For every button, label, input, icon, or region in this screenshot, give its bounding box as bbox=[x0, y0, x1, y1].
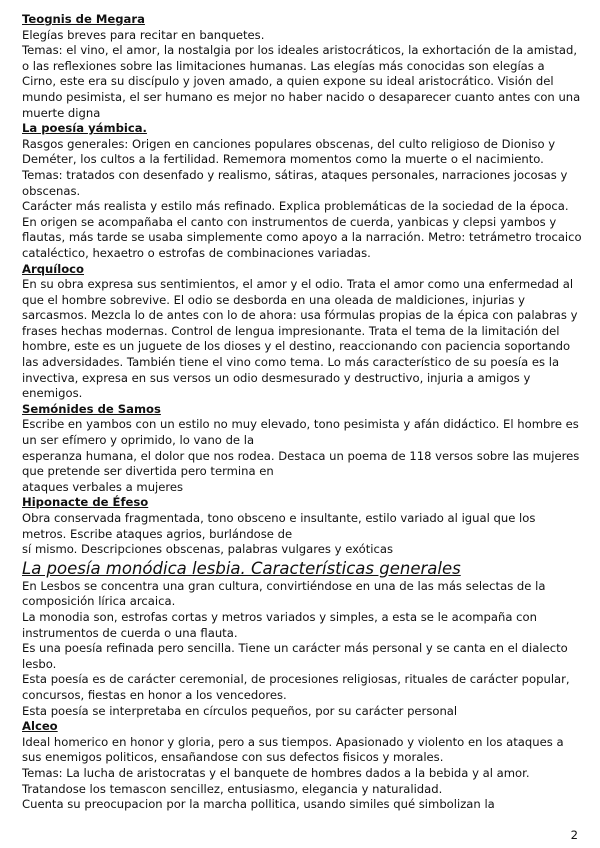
paragraph: Elegías breves para recitar en banquetes. bbox=[22, 27, 265, 42]
paragraph: En su obra expresa sus sentimientos, el amor y el odio. Trata el amor como una enfermedad al que el hombre sobrevive. El odio se desborda en una oleada de maldiciones, injurias y sarcasmos. Mezcla lo de antes con lo de ahora: usa fórmulas propias de la épica con palabras y frases hechas modernas. Control de lengua impresionante. Trata el tema de la limitación del hombre, este es un juguete de los dioses y el destino, reaccionando con paciencia soportando las adversidades. También tiene el vino como tema. Lo más característico de su poesía es la invectiva, expresa en sus versos un odio desmesurado y destructivo, injuria a amigos y enemigos. bbox=[22, 277, 578, 401]
heading-poesia-yambica: La poesía yámbica. bbox=[22, 121, 147, 136]
paragraph: En Lesbos se concentra una gran cultura, convirtiéndose en una de las más selectas de la composición lírica arcaica. bbox=[22, 578, 546, 609]
paragraph: Obra conservada fragmentada, tono obsceno e insultante, estilo variado al igual que los metros. Escribe ataques agrios, burlándose de bbox=[22, 511, 536, 541]
paragraph: Temas: el vino, el amor, la nostalgia por los ideales aristocráticos, la exhortación de la amistad, o las reflexiones sobre las limitaciones humanas. Las elegías más conocidas son elegías a Cirno, este era su discípulo y joven amado, a quien expone su ideal aristocrático. Visión del mundo pesimista, el ser humano es mejor no haber nacido o desaparecer cuanto antes con una muerte digna bbox=[22, 43, 581, 120]
paragraph: Temas: La lucha de aristocratas y el banquete de hombres dados a la bebida y al amor. Tratandose los temascon sencillez, entusiasmo, elegancia y naturalidad. bbox=[22, 765, 530, 796]
paragraph: Carácter más realista y estilo más refinado. Explica problemáticas de la sociedad de la época. En origen se acompañaba el canto con instrumentos de cuerda, yanbicas y clepsi yambos y flautas, más tarde se usaba simplemente como apoyo a la narración. Metro: tetrámetro trocaico cataléctico, hexaetro o estrofas de combinaciones variadas. bbox=[22, 199, 582, 260]
paragraph: Escribe en yambos con un estilo no muy elevado, tono pesimista y afán didáctico. El hombre es un ser efímero y oprimido, lo vano de la bbox=[22, 417, 579, 448]
paragraph: Cuenta su preocupacion por la marcha pollitica, usando similes qué simbolizan la bbox=[22, 797, 495, 812]
document-page bbox=[22, 12, 582, 813]
paragraph: ataques verbales a mujeres bbox=[22, 479, 184, 494]
heading-alceo: Alceo bbox=[22, 719, 58, 734]
paragraph: sí mismo. Descripciones obscenas, palabras vulgares y exóticas bbox=[22, 542, 394, 557]
paragraph: Rasgos generales: Origen en canciones populares obscenas, del culto religioso de Dioniso y Deméter, los cultos a la fertilidad. Rememora momentos como la muerte o el nacimiento. bbox=[22, 136, 556, 167]
paragraph: La monodia son, estrofas cortas y metros variados y simples, a esta se le acompaña con instrumentos de cuerda o una flauta. bbox=[22, 609, 537, 640]
heading-teognis: Teognis de Megara bbox=[22, 12, 145, 26]
paragraph: Ideal homerico en honor y gloria, pero a sus tiempos. Apasionado y violento en los ataques a sus enemigos politicos, ensañandose con sus defectos fisicos y morales. bbox=[22, 734, 564, 765]
paragraph: Esta poesía se interpretaba en círculos pequeños, por su carácter personal bbox=[22, 703, 458, 718]
paragraph: Es una poesía refinada pero sencilla. Tiene un carácter más personal y se canta en el dialecto lesbo. bbox=[22, 641, 568, 671]
paragraph: esperanza humana, el dolor que nos rodea. Destaca un poema de 118 versos sobre las mujeres que pretende ser divertida pero termina en bbox=[22, 448, 580, 479]
page-number: 2 bbox=[570, 828, 578, 842]
heading-arquiloco: Arquíloco bbox=[22, 261, 84, 276]
paragraph: Esta poesía es de carácter ceremonial, de procesiones religiosas, rituales de carácter popular, concursos, fiestas en honor a los vencedores. bbox=[22, 672, 570, 702]
paragraph: Temas: tratados con desenfado y realismo, sátiras, ataques personales, narraciones jocosas y obscenas. bbox=[22, 167, 568, 198]
heading-hiponacte: Hiponacte de Éfeso bbox=[22, 495, 149, 510]
heading-poesia-lesbia: La poesía monódica lesbia. Características generales bbox=[22, 558, 461, 578]
heading-semonides: Semónides de Samos bbox=[22, 401, 161, 416]
